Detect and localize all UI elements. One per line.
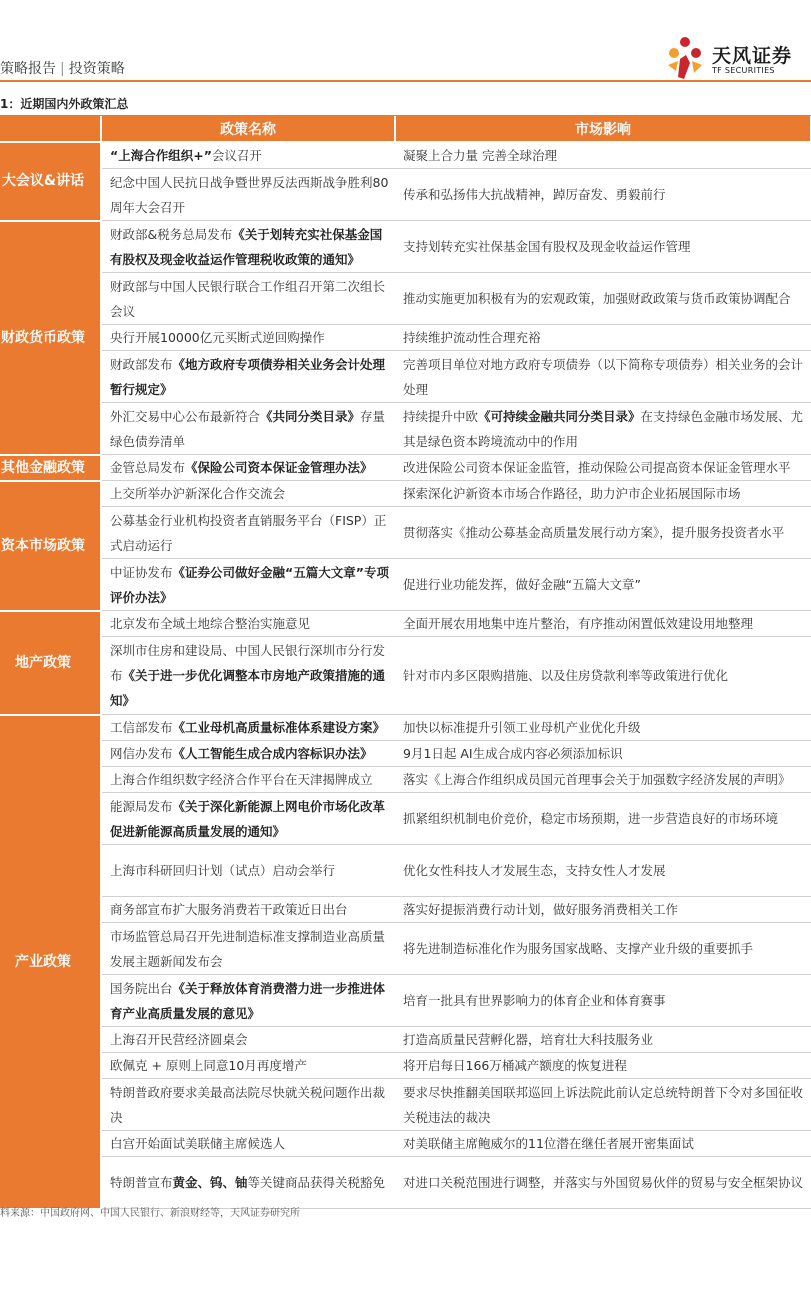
market-impact-cell <box>395 169 811 221</box>
text-segment: 改进保险公司资本保证金监管，推动保险公司提高资本保证金管理水平 <box>403 460 791 475</box>
policy-name-cell <box>101 559 395 611</box>
text-segment: 央行开展10000亿元买断式逆回购操作 <box>110 330 325 345</box>
header-market-impact: 市场影响 <box>395 116 811 142</box>
policy-name-cell <box>101 637 395 715</box>
policy-name-cell <box>101 923 395 975</box>
market-impact-cell <box>395 741 811 767</box>
market-impact-cell <box>395 273 811 325</box>
report-section: 策略报告 <box>0 61 56 77</box>
policy-name-cell <box>101 325 395 351</box>
logo-name-cn: 天风证券 <box>712 45 793 67</box>
policy-name-cell <box>101 1053 395 1079</box>
text-segment: 等关键商品获得关税豁免 <box>247 1175 386 1190</box>
table-row <box>0 715 811 741</box>
table-row <box>0 559 811 611</box>
table-row <box>0 221 811 273</box>
text-segment: 财政部发布 <box>110 356 173 372</box>
table-row <box>0 273 811 325</box>
text-segment: 《共同分类目录》 <box>260 408 361 424</box>
text-segment: 对进口关税范围进行调整，并落实与外国贸易伙伴的贸易与安全框架协议 <box>403 1175 804 1190</box>
text-segment: 黄金、钨、铀 <box>172 1175 248 1190</box>
policy-name-cell <box>101 403 395 455</box>
table-row <box>0 897 811 923</box>
policy-name-cell <box>101 1079 395 1131</box>
text-segment: 深圳市住房和建设局、中国人民银行深圳市分行发布 <box>110 643 386 683</box>
text-segment: 《关于释放体育消费潜力进一步推进体育产业高质量发展的意见》 <box>110 980 386 1021</box>
table-row <box>0 351 811 403</box>
table-row <box>0 1157 811 1209</box>
market-impact-cell <box>395 403 811 455</box>
text-segment: 凝聚上合力量 完善全球治理 <box>403 148 557 163</box>
text-segment: 《地方政府专项债券相关业务会计处理暂行规定》 <box>110 356 386 397</box>
market-impact-cell <box>395 923 811 975</box>
category-cell: 资本市场政策 <box>0 481 101 611</box>
text-segment: 上交所举办沪新深化合作交流会 <box>110 486 286 501</box>
market-impact-cell <box>395 221 811 273</box>
text-segment: 《关于深化新能源上网电价市场化改革促进新能源高质量发展的通知》 <box>110 798 386 839</box>
policy-name-cell <box>101 975 395 1027</box>
policy-name-cell <box>101 455 395 481</box>
policy-name-cell <box>101 767 395 793</box>
text-segment: 全面开展农用地集中连片整治，有序推动闲置低效建设用地整理 <box>403 616 754 631</box>
policy-name-cell <box>101 273 395 325</box>
category-cell: 地产政策 <box>0 611 101 715</box>
table-row <box>0 1079 811 1131</box>
market-impact-cell <box>395 1157 811 1209</box>
table-row <box>0 923 811 975</box>
table-row <box>0 637 811 715</box>
policy-name-cell <box>101 142 395 169</box>
text-segment: 《保险公司资本保证金管理办法》 <box>185 460 373 475</box>
market-impact-cell <box>395 455 811 481</box>
table-header-row <box>0 116 811 142</box>
header-policy-name: 政策名称 <box>101 116 395 142</box>
policy-name-cell <box>101 481 395 507</box>
text-segment: 将先进制造标准化作为服务国家战略、支撑产业升级的重要抓手 <box>403 941 754 956</box>
text-segment: 要求尽快推翻美国联邦巡回上诉法院此前认定总统特朗普下令对多国征收关税违法的裁决 <box>403 1084 804 1125</box>
text-segment: 《可持续金融共同分类目录》 <box>478 408 641 424</box>
text-segment: 抓紧组织机制电价竞价，稳定市场预期，进一步营造良好的市场环境 <box>403 811 779 826</box>
text-segment: 存量绿色债券清单 <box>110 408 386 449</box>
table-row <box>0 793 811 845</box>
market-impact-cell <box>395 325 811 351</box>
report-type <box>0 58 125 78</box>
text-segment: 北京发布全域土地综合整治实施意见 <box>110 616 311 631</box>
category-cell: 大会议&讲话 <box>0 142 101 221</box>
company-logo <box>664 33 804 81</box>
market-impact-cell <box>395 1131 811 1157</box>
text-segment: 特朗普政府要求美最高法院尽快就关税问题作出裁决 <box>110 1084 386 1125</box>
table-caption: 1：近期国内外政策汇总 <box>0 97 129 111</box>
text-segment: 外汇交易中心公布最新符合 <box>110 408 261 424</box>
table-row <box>0 845 811 897</box>
text-segment: 优化女性科技人才发展生态，支持女性人才发展 <box>403 863 666 878</box>
text-segment: 会议召开 <box>211 148 262 163</box>
text-segment: 9月1日起 AI生成合成内容必须添加标识 <box>403 746 623 761</box>
category-cell: 产业政策 <box>0 715 101 1209</box>
text-segment: 白宫开始面试美联储主席候选人 <box>110 1136 286 1151</box>
text-segment: 对美联储主席鲍威尔的11位潜在继任者展开密集面试 <box>403 1136 694 1151</box>
policy-name-cell <box>101 351 395 403</box>
text-segment: 《工业母机高质量标准体系建设方案》 <box>172 720 386 735</box>
logo-name-en: TF SECURITIES <box>712 66 775 75</box>
market-impact-cell <box>395 767 811 793</box>
text-segment: 落实《上海合作组织成员国元首理事会关于加强数字经济发展的声明》 <box>403 772 791 787</box>
market-impact-cell <box>395 715 811 741</box>
text-segment: 《证券公司做好金融“五篇大文章”专项评价办法》 <box>110 564 389 605</box>
table-row <box>0 403 811 455</box>
table-row <box>0 1131 811 1157</box>
policy-name-cell <box>101 741 395 767</box>
table-row <box>0 975 811 1027</box>
table-row <box>0 325 811 351</box>
text-segment: 加快以标准提升引领工业母机产业优化升级 <box>403 720 641 735</box>
text-segment: 特朗普宣布 <box>110 1175 173 1190</box>
source-note: 料来源：中国政府网、中国人民银行、新浪财经等，天风证券研究所 <box>0 1208 300 1219</box>
market-impact-cell <box>395 637 811 715</box>
policy-name-cell <box>101 611 395 637</box>
market-impact-cell <box>395 897 811 923</box>
text-segment: 上海市科研回归计划（试点）启动会举行 <box>110 863 336 878</box>
policy-name-cell <box>101 1027 395 1053</box>
text-segment: 贯彻落实《推动公募基金高质量发展行动方案》，提升服务投资者水平 <box>403 525 785 540</box>
logo-mark-icon <box>664 33 710 81</box>
text-segment: 工信部发布 <box>110 720 173 735</box>
text-segment: “上海合作组织+” <box>110 148 212 163</box>
table-row <box>0 741 811 767</box>
text-segment: 持续维护流动性合理充裕 <box>403 330 541 345</box>
text-segment: 将开启每日166万桶减产额度的恢复进程 <box>403 1058 627 1073</box>
table-row <box>0 611 811 637</box>
market-impact-cell <box>395 793 811 845</box>
table-row <box>0 1027 811 1053</box>
market-impact-cell <box>395 559 811 611</box>
policy-name-cell <box>101 1157 395 1209</box>
policy-name-cell <box>101 1131 395 1157</box>
text-segment: 探索深化沪新资本市场合作路径，助力沪市企业拓展国际市场 <box>403 486 741 501</box>
text-segment: 持续提升中欧 <box>403 408 479 424</box>
policy-name-cell <box>101 897 395 923</box>
header-category <box>0 116 101 142</box>
market-impact-cell <box>395 507 811 559</box>
market-impact-cell <box>395 1079 811 1131</box>
text-segment: 落实好提振消费行动计划，做好服务消费相关工作 <box>403 902 679 917</box>
market-impact-cell <box>395 611 811 637</box>
market-impact-cell <box>395 975 811 1027</box>
text-segment: 欧佩克 + 原则上同意10月再度增产 <box>110 1058 307 1073</box>
text-segment: 中证协发布 <box>110 564 173 580</box>
text-segment: 市场监管总局召开先进制造标准支撑制造业高质量发展主题新闻发布会 <box>110 928 386 969</box>
text-segment: 促进行业功能发挥，做好金融“五篇大文章” <box>403 577 641 592</box>
market-impact-cell <box>395 1027 811 1053</box>
table-row <box>0 1053 811 1079</box>
text-segment: 财政部与中国人民银行联合工作组召开第二次组长会议 <box>110 278 386 319</box>
text-segment: 商务部宣布扩大服务消费若干政策近日出台 <box>110 902 348 917</box>
text-segment: 能源局发布 <box>110 798 173 814</box>
text-segment: 公募基金行业机构投资者直销服务平台（FISP）正式启动运行 <box>110 512 387 553</box>
policy-name-cell <box>101 845 395 897</box>
text-segment: 纪念中国人民抗日战争暨世界反法西斯战争胜利80周年大会召开 <box>110 174 389 215</box>
policy-name-cell <box>101 169 395 221</box>
text-segment: 金管总局发布 <box>110 460 186 475</box>
text-segment: 上海召开民营经济圆桌会 <box>110 1032 248 1047</box>
text-segment: 《人工智能生成合成内容标识办法》 <box>172 746 373 761</box>
text-segment: 针对市内多区限购措施、以及住房贷款利率等政策进行优化 <box>403 668 729 683</box>
text-segment: 财政部&税务总局发布 <box>110 226 233 242</box>
table-row <box>0 169 811 221</box>
table-row <box>0 455 811 481</box>
text-segment: 在支持绿色金融市场发展、尤其是绿色资本跨境流动中的作用 <box>403 408 804 449</box>
policy-name-cell <box>101 507 395 559</box>
text-segment: 推动实施更加积极有为的宏观政策，加强财政政策与货币政策协调配合 <box>403 291 791 306</box>
text-segment: 传承和弘扬伟大抗战精神，踔厉奋发、勇毅前行 <box>403 187 666 202</box>
report-subsection: 投资策略 <box>68 61 125 77</box>
text-segment: 培育一批具有世界影响力的体育企业和体育赛事 <box>403 993 666 1008</box>
policy-name-cell <box>101 715 395 741</box>
category-cell: 财政货币政策 <box>0 221 101 455</box>
table-row <box>0 507 811 559</box>
policy-name-cell <box>101 793 395 845</box>
category-cell: 其他金融政策 <box>0 455 101 481</box>
text-segment: 《关于划转充实社保基金国有股权及现金收益运作管理税收政策的通知》 <box>110 226 383 267</box>
text-segment: 国务院出台 <box>110 980 173 996</box>
text-segment: 《关于进一步优化调整本市房地产政策措施的通知》 <box>110 668 386 708</box>
header-separator: | <box>60 61 65 77</box>
market-impact-cell <box>395 845 811 897</box>
table-row <box>0 142 811 169</box>
text-segment: 支持划转充实社保基金国有股权及现金收益运作管理 <box>403 239 691 254</box>
table-row <box>0 481 811 507</box>
policy-name-cell <box>101 221 395 273</box>
text-segment: 完善项目单位对地方政府专项债券（以下简称专项债券）相关业务的会计处理 <box>403 356 804 397</box>
policy-table <box>0 116 811 1210</box>
market-impact-cell <box>395 142 811 169</box>
text-segment: 上海合作组织数字经济合作平台在天津揭牌成立 <box>110 772 373 787</box>
text-segment: 打造高质量民营孵化器，培育壮大科技服务业 <box>403 1032 654 1047</box>
market-impact-cell <box>395 481 811 507</box>
market-impact-cell <box>395 351 811 403</box>
market-impact-cell <box>395 1053 811 1079</box>
table-row <box>0 767 811 793</box>
text-segment: 网信办发布 <box>110 746 173 761</box>
header-rule <box>0 80 811 82</box>
